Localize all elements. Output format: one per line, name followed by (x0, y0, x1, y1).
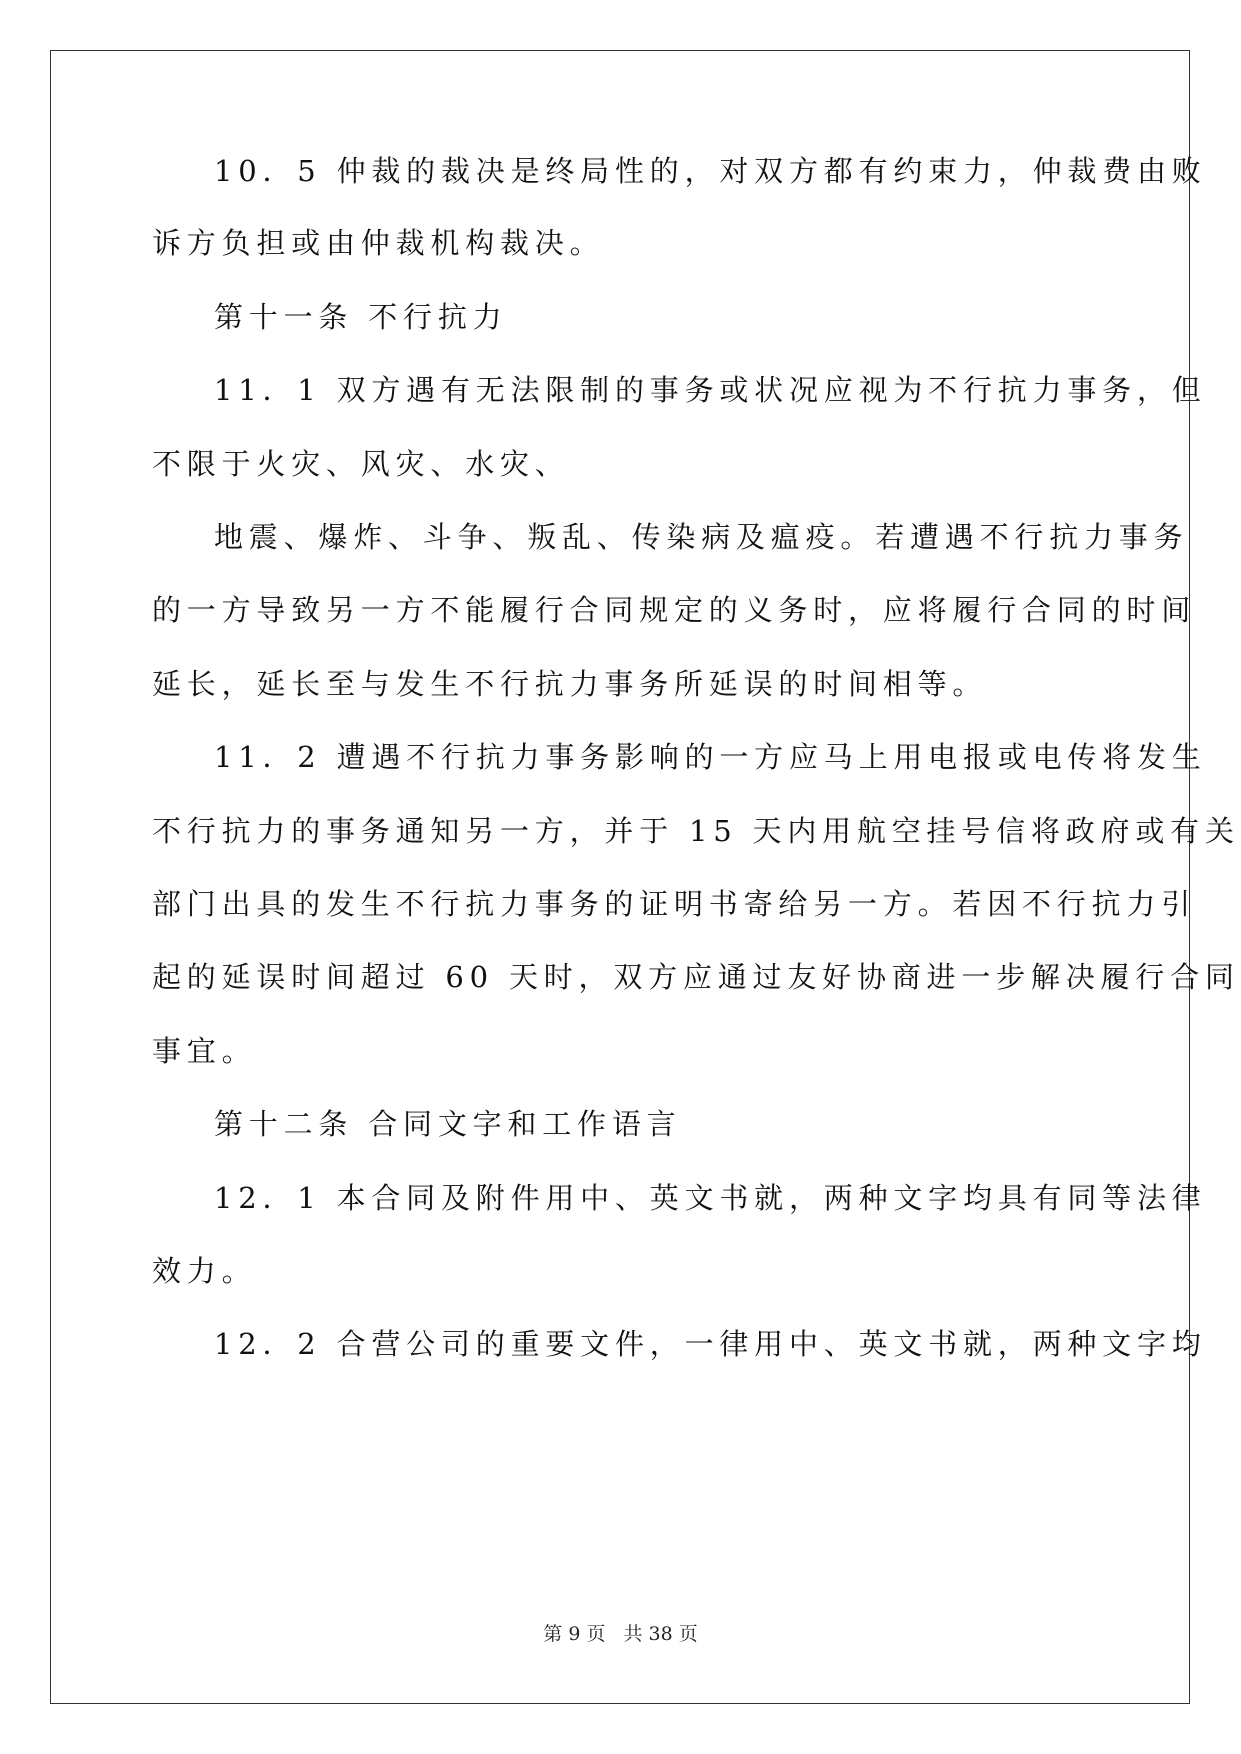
text-line: 12．1 本合同及附件用中、英文书就，两种文字均具有同等法律 (214, 1181, 1207, 1215)
text-line: 事宜。 (152, 1034, 257, 1068)
text-line: 起的延误时间超过 60 天时，双方应通过友好协商进一步解决履行合同 (152, 960, 1240, 994)
text-line: 效力。 (152, 1254, 257, 1288)
text-line: 11．1 双方遇有无法限制的事务或状况应视为不行抗力事务，但 (214, 373, 1207, 407)
text-line: 地震、爆炸、斗争、叛乱、传染病及瘟疫。若遭遇不行抗力事务 (214, 520, 1189, 554)
text-line: 诉方负担或由仲裁机构裁决。 (152, 226, 605, 260)
text-line: 不行抗力的事务通知另一方，并于 15 天内用航空挂号信将政府或有关 (152, 814, 1240, 848)
section-heading: 第十一条 不行抗力 (214, 300, 508, 334)
total-pages: 共 38 页 (623, 1623, 698, 1645)
page-number: 第 9 页 (543, 1623, 606, 1645)
text-line: 的一方导致另一方不能履行合同规定的义务时，应将履行合同的时间 (152, 593, 1197, 627)
text-line: 11．2 遭遇不行抗力事务影响的一方应马上用电报或电传将发生 (214, 740, 1207, 774)
text-line: 部门出具的发生不行抗力事务的证明书寄给另一方。若因不行抗力引 (152, 887, 1197, 921)
text-line: 12．2 合营公司的重要文件，一律用中、英文书就，两种文字均 (214, 1327, 1207, 1361)
text-line: 不限于火灾、风灾、水灾、 (152, 447, 570, 481)
text-line: 延长，延长至与发生不行抗力事务所延误的时间相等。 (152, 667, 988, 701)
section-heading: 第十二条 合同文字和工作语言 (214, 1107, 682, 1141)
page-footer (0, 1622, 1241, 1646)
text-line: 10．5 仲裁的裁决是终局性的，对双方都有约束力，仲裁费由败 (214, 154, 1207, 188)
